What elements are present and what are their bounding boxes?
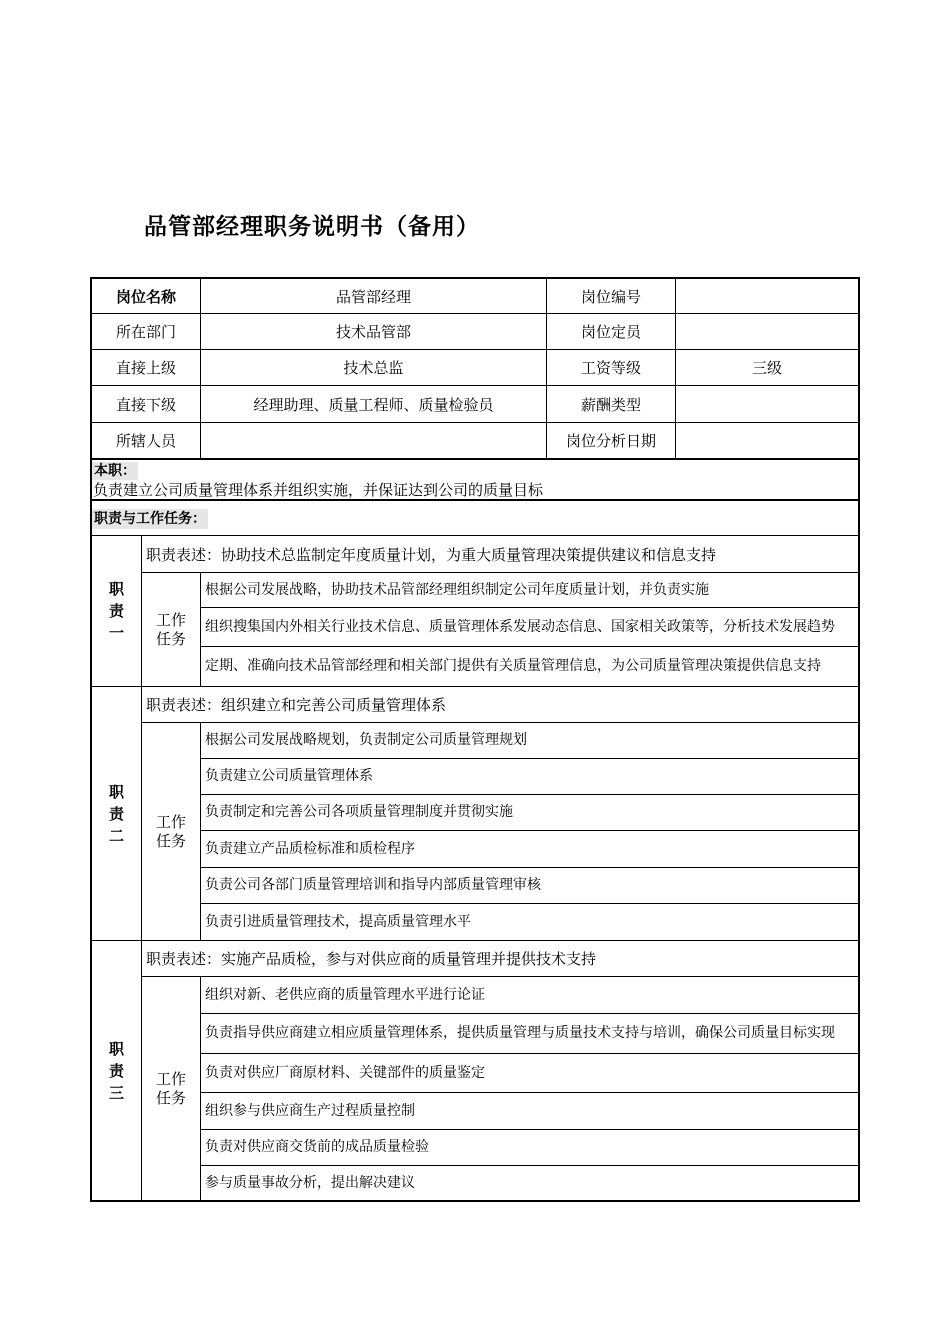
- duty-3-task: 参与质量事故分析，提出解决建议: [205, 1174, 415, 1191]
- duty-3-task: 负责对供应厂商原材料、关键部件的质量鉴定: [205, 1064, 485, 1081]
- duties-heading: 职责与工作任务：: [94, 511, 206, 527]
- duty-3-char: 责: [108, 1061, 124, 1080]
- duty-2-char: 责: [108, 804, 124, 823]
- analysis-date-value: [676, 423, 858, 458]
- subordinates-label: 直接下级: [115, 395, 176, 414]
- duty-1-char: 一: [108, 624, 124, 642]
- duty-3-task: 组织对新、老供应商的质量管理水平进行论证: [205, 986, 485, 1003]
- headcount-label: 岗位定员: [580, 323, 641, 341]
- duty-2-task: 负责引进质量管理技术，提高质量管理水平: [205, 913, 471, 930]
- duty-2-task: 负责制定和完善公司各项质量管理制度并贯彻实施: [205, 804, 513, 820]
- position-code-label: 岗位编号: [580, 287, 641, 306]
- duty-2-label: [92, 687, 141, 940]
- duty-1-char: 职: [108, 580, 124, 598]
- position-name-label: 岗位名称: [115, 287, 176, 306]
- duty-3-task: 负责指导供应商建立相应质量管理体系，提供质量管理与质量技术支持与培训，确保公司质量目标实现: [205, 1025, 835, 1041]
- duty-1-label: [92, 536, 141, 686]
- duty-2-task: 根据公司发展战略规划，负责制定公司质量管理规划: [205, 732, 527, 748]
- task-label-line: 任务: [155, 831, 186, 850]
- duty-1-description: 职责表述：协助技术总监制定年度质量计划，为重大质量管理决策提供建议和信息支持: [146, 545, 717, 564]
- staff-label: 所辖人员: [115, 432, 176, 450]
- duty-3-char: 三: [108, 1083, 124, 1102]
- duty-2-task: 负责建立产品质检标准和质检程序: [205, 840, 415, 857]
- task-label-line: 任务: [155, 1088, 186, 1107]
- duty-1-task-label: [142, 573, 200, 686]
- pay-type-label: 薪酬类型: [580, 395, 641, 414]
- task-label-line: 任务: [155, 629, 186, 648]
- analysis-date-label: 岗位分析日期: [565, 432, 656, 450]
- duty-2-char: 职: [108, 782, 124, 801]
- duty-3-task: 组织参与供应商生产过程质量控制: [205, 1102, 415, 1119]
- duty-3-label: [92, 941, 141, 1200]
- subordinates-value: 经理助理、质量工程师、质量检验员: [253, 395, 494, 414]
- salary-grade-value: 三级: [751, 359, 782, 377]
- salary-grade-label: 工资等级: [580, 359, 641, 377]
- duty-2-char: 二: [108, 826, 124, 845]
- task-label-line: 工作: [155, 812, 186, 831]
- duty-1-char: 责: [108, 602, 124, 620]
- duty-1-task: 组织搜集国内外相关行业技术信息、质量管理体系发展动态信息、国家相关政策等，分析技术发展趋势: [205, 618, 835, 635]
- duty-3-description: 职责表述：实施产品质检，参与对供应商的质量管理并提供技术支持: [146, 950, 597, 968]
- summary-heading: 本职：: [94, 463, 136, 479]
- superior-label: 直接上级: [115, 359, 176, 377]
- duty-2-task: 负责公司各部门质量管理培训和指导内部质量管理审核: [205, 877, 541, 893]
- document-title: 品管部经理职务说明书（备用）: [144, 214, 480, 240]
- headcount-value: [676, 314, 858, 349]
- duty-2-task: 负责建立公司质量管理体系: [205, 768, 373, 784]
- staff-value: [201, 423, 546, 458]
- pay-type-value: [676, 386, 858, 422]
- position-name-value: 品管部经理: [335, 287, 411, 306]
- duty-3-char: 职: [108, 1039, 124, 1058]
- position-code-value: [676, 279, 858, 313]
- task-label-line: 工作: [155, 610, 186, 629]
- duty-3-task-label: [142, 977, 200, 1200]
- department-label: 所在部门: [115, 323, 176, 341]
- superior-value: 技术总监: [343, 359, 404, 377]
- summary-text: 负责建立公司质量管理体系并组织实施，并保证达到公司的质量目标: [93, 481, 544, 499]
- duty-2-description: 职责表述：组织建立和完善公司质量管理体系: [146, 696, 447, 714]
- department-value: 技术品管部: [335, 323, 411, 341]
- duty-2-task-label: [142, 723, 200, 940]
- task-label-line: 工作: [155, 1069, 186, 1088]
- duty-1-task: 定期、准确向技术品管部经理和相关部门提供有关质量管理信息，为公司质量管理决策提供信息支持: [205, 658, 821, 674]
- duty-1-task: 根据公司发展战略，协助技术品管部经理组织制定公司年度质量计划，并负责实施: [205, 581, 709, 598]
- duty-3-task: 负责对供应商交货前的成品质量检验: [205, 1139, 429, 1155]
